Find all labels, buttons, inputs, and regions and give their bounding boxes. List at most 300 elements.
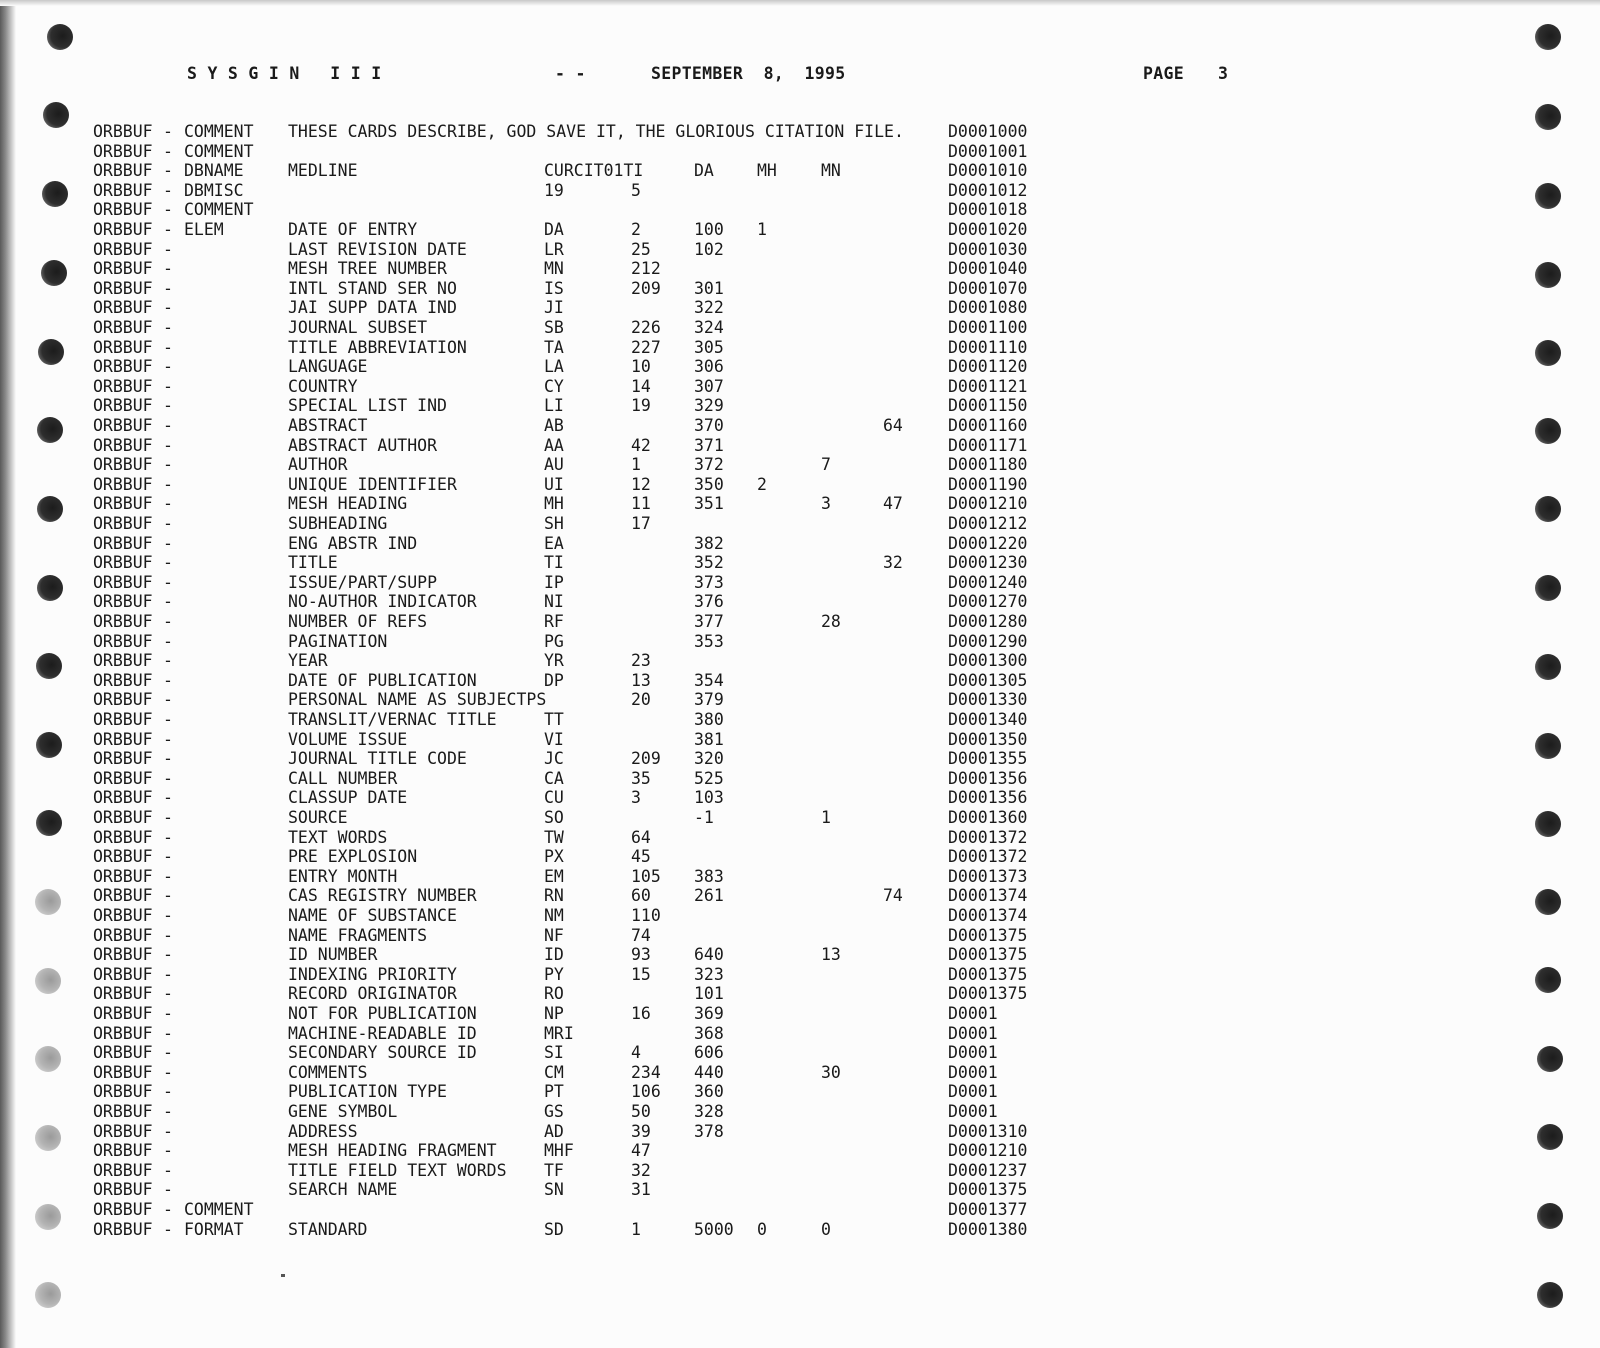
value-col-2: 261 — [694, 886, 724, 906]
field-code: SD — [544, 1219, 564, 1239]
program-name: ORBBUF — [93, 1141, 153, 1161]
sequence-id: D0001372 — [948, 827, 1028, 847]
value-col-1: 60 — [631, 886, 651, 906]
value-col-1: 39 — [631, 1121, 651, 1141]
field-code: ID — [544, 945, 564, 965]
field-description: NAME OF SUBSTANCE — [288, 906, 457, 925]
sequence-id: D0001374 — [948, 886, 1028, 906]
value-col-2: 372 — [694, 455, 724, 475]
field-description: ENTRY MONTH — [288, 866, 398, 886]
field-code: JI — [544, 298, 564, 318]
value-col-2: -1 — [694, 808, 714, 827]
listing-row — [0, 279, 1100, 299]
listing-row — [0, 122, 1100, 142]
value-col-2: 301 — [694, 278, 724, 298]
tractor-hole-icon — [1535, 811, 1561, 837]
value-col-2: 606 — [694, 1043, 724, 1063]
program-name: ORBBUF — [93, 866, 153, 886]
listing-row — [0, 475, 1100, 495]
value-col-2: 5000 — [694, 1219, 734, 1239]
value-col-2: 350 — [694, 474, 724, 494]
field-code: CU — [544, 788, 564, 808]
report-date: SEPTEMBER 8, 1995 — [651, 64, 846, 83]
program-name: ORBBUF — [93, 318, 153, 337]
field-code: RF — [544, 612, 564, 631]
program-name: ORBBUF — [93, 259, 153, 279]
field-code: LI — [544, 396, 564, 416]
tractor-hole-icon — [47, 24, 73, 50]
value-col-1: 20 — [631, 690, 651, 710]
field-description: SECONDARY SOURCE ID — [288, 1043, 477, 1063]
row-dash: - — [163, 357, 173, 377]
field-code: EA — [544, 533, 564, 553]
field-description: AUTHOR — [288, 455, 348, 475]
field-description: PAGINATION — [288, 631, 388, 651]
sequence-id: D0001001 — [948, 141, 1028, 161]
header-separator: - - — [555, 64, 586, 83]
program-name: ORBBUF — [93, 396, 153, 416]
value-col-2: 376 — [694, 592, 724, 612]
program-name: ORBBUF — [93, 533, 153, 553]
field-description: RECORD ORIGINATOR — [288, 984, 457, 1004]
row-dash: - — [163, 318, 173, 337]
field-code: LA — [544, 357, 564, 377]
listing-row — [0, 298, 1100, 318]
tractor-hole-icon — [1535, 24, 1561, 50]
field-description: SEARCH NAME — [288, 1180, 398, 1200]
row-dash: - — [163, 553, 173, 573]
program-name: ORBBUF — [93, 1043, 153, 1063]
field-code: AD — [544, 1121, 564, 1141]
value-col-2: 320 — [694, 749, 724, 769]
field-code: IP — [544, 572, 564, 592]
row-dash: - — [163, 180, 173, 200]
row-dash: - — [163, 474, 173, 494]
field-code: YR — [544, 651, 564, 671]
field-code: SN — [544, 1180, 564, 1200]
program-name: ORBBUF — [93, 298, 153, 318]
field-code: DA — [544, 220, 564, 239]
program-name: ORBBUF — [93, 1102, 153, 1121]
program-name: ORBBUF — [93, 1004, 153, 1023]
value-col-2: DA — [694, 161, 714, 181]
sequence-id: D0001310 — [948, 1121, 1028, 1141]
listing-row — [0, 769, 1100, 789]
row-dash: - — [163, 141, 173, 161]
value-col-1: 2 — [631, 220, 641, 239]
sequence-id: D0001355 — [948, 749, 1028, 769]
listing-row — [0, 828, 1100, 848]
field-description: INDEXING PRIORITY — [288, 964, 457, 984]
row-dash: - — [163, 886, 173, 906]
field-code: JC — [544, 749, 564, 769]
listing-row — [0, 514, 1100, 534]
value-col-2: 323 — [694, 964, 724, 984]
program-name: ORBBUF — [93, 180, 153, 200]
tractor-hole-icon — [1537, 1124, 1563, 1150]
value-col-2: 101 — [694, 984, 724, 1004]
value-col-4: 28 — [821, 612, 841, 631]
value-col-1: 110 — [631, 906, 661, 925]
sequence-id: D0001270 — [948, 592, 1028, 612]
sequence-id: D0001356 — [948, 788, 1028, 808]
value-col-5: 64 — [883, 416, 903, 435]
program-name: ORBBUF — [93, 357, 153, 377]
listing-row — [0, 1180, 1100, 1200]
stray-ink-mark — [281, 1274, 285, 1277]
listing-row — [0, 1004, 1100, 1024]
value-col-2: 369 — [694, 1004, 724, 1023]
value-col-1: 13 — [631, 670, 651, 690]
listing-row — [0, 965, 1100, 985]
value-col-4: 7 — [821, 455, 831, 475]
row-dash: - — [163, 651, 173, 671]
sequence-id: D0001350 — [948, 729, 1028, 749]
tractor-hole-icon — [1535, 183, 1561, 209]
value-col-1: 12 — [631, 474, 651, 494]
program-name: ORBBUF — [93, 1023, 153, 1043]
row-dash: - — [163, 200, 173, 220]
listing-row — [0, 651, 1100, 671]
field-description: NO-AUTHOR INDICATOR — [288, 592, 477, 612]
value-col-1: 31 — [631, 1180, 651, 1200]
field-description: JAI SUPP DATA IND — [288, 298, 457, 318]
sequence-id: D0001010 — [948, 161, 1028, 181]
row-dash: - — [163, 808, 173, 827]
program-name: ORBBUF — [93, 670, 153, 690]
tractor-hole-icon — [35, 1282, 61, 1308]
sequence-id: D0001 — [948, 1023, 998, 1043]
field-description: TITLE FIELD TEXT WORDS — [288, 1160, 507, 1180]
value-col-2: 306 — [694, 357, 724, 377]
row-dash: - — [163, 455, 173, 475]
value-col-2: 382 — [694, 533, 724, 553]
row-dash: - — [163, 749, 173, 769]
program-name: ORBBUF — [93, 1082, 153, 1102]
listing-row — [0, 1063, 1100, 1083]
program-name: ORBBUF — [93, 768, 153, 788]
listing-row — [0, 396, 1100, 416]
value-col-4: 1 — [821, 808, 831, 827]
program-name: ORBBUF — [93, 416, 153, 435]
field-description: ID NUMBER — [288, 945, 378, 965]
row-dash: - — [163, 670, 173, 690]
row-dash: - — [163, 1141, 173, 1161]
card-type: ELEM — [184, 220, 224, 239]
page-label: PAGE — [1143, 64, 1184, 83]
value-col-3: MH — [757, 161, 777, 181]
value-col-2: 324 — [694, 318, 724, 337]
sequence-id: D0001375 — [948, 984, 1028, 1004]
listing-row — [0, 494, 1100, 514]
listing-row — [0, 436, 1100, 456]
value-col-2: 305 — [694, 337, 724, 357]
listing-row — [0, 357, 1100, 377]
listing-row — [0, 377, 1100, 397]
program-name: ORBBUF — [93, 514, 153, 533]
listing-row — [0, 847, 1100, 867]
field-description: MESH HEADING — [288, 494, 408, 514]
sequence-id: D0001 — [948, 1082, 998, 1102]
row-dash: - — [163, 690, 173, 710]
value-col-1: 64 — [631, 827, 651, 847]
field-code: NF — [544, 925, 564, 945]
listing-row — [0, 788, 1100, 808]
field-code: PG — [544, 631, 564, 651]
field-description: TITLE — [288, 553, 338, 573]
field-code: PX — [544, 847, 564, 867]
value-col-1: 209 — [631, 278, 661, 298]
field-code: TT — [544, 710, 564, 729]
sequence-id: D0001 — [948, 1102, 998, 1121]
sequence-id: D0001340 — [948, 710, 1028, 729]
program-name: ORBBUF — [93, 925, 153, 945]
field-code: MH — [544, 494, 564, 514]
value-col-1: 14 — [631, 376, 651, 396]
value-col-2: 353 — [694, 631, 724, 651]
program-name: ORBBUF — [93, 788, 153, 808]
value-col-1: 10 — [631, 357, 651, 377]
sequence-id: D0001290 — [948, 631, 1028, 651]
program-name: ORBBUF — [93, 710, 153, 729]
value-col-2: 102 — [694, 239, 724, 259]
value-col-1: 209 — [631, 749, 661, 769]
row-dash: - — [163, 945, 173, 965]
field-description: LANGUAGE — [288, 357, 368, 377]
field-code: IS — [544, 278, 564, 298]
field-code: PY — [544, 964, 564, 984]
program-name: ORBBUF — [93, 886, 153, 906]
row-dash: - — [163, 1121, 173, 1141]
field-description: CLASSUP DATE — [288, 788, 408, 808]
value-col-2: 100 — [694, 220, 724, 239]
field-code: SI — [544, 1043, 564, 1063]
row-dash: - — [163, 1180, 173, 1200]
value-col-1: 5 — [631, 180, 641, 200]
field-description: THESE CARDS DESCRIBE, GOD SAVE IT, THE GLORIOUS CITATION FILE. — [288, 122, 904, 141]
listing-row — [0, 945, 1100, 965]
field-code: NM — [544, 906, 564, 925]
program-name: ORBBUF — [93, 612, 153, 631]
value-col-5: 74 — [883, 886, 903, 906]
listing-row — [0, 730, 1100, 750]
value-col-2: 373 — [694, 572, 724, 592]
field-description: GENE SYMBOL — [288, 1102, 398, 1121]
value-col-4: 0 — [821, 1219, 831, 1239]
field-code: TW — [544, 827, 564, 847]
sequence-id: D0001230 — [948, 553, 1028, 573]
value-col-1: 106 — [631, 1082, 661, 1102]
listing-row — [0, 455, 1100, 475]
value-col-1: 35 — [631, 768, 651, 788]
listing-row — [0, 1102, 1100, 1122]
field-description: VOLUME ISSUE — [288, 729, 408, 749]
tractor-hole-icon — [1535, 262, 1561, 288]
program-name: ORBBUF — [93, 592, 153, 612]
program-name: ORBBUF — [93, 376, 153, 396]
card-type: DBMISC — [184, 180, 244, 200]
value-col-1: 1 — [631, 455, 641, 475]
field-code: TF — [544, 1160, 564, 1180]
program-name: ORBBUF — [93, 474, 153, 494]
sequence-id: D0001020 — [948, 220, 1028, 239]
sequence-id: D0001305 — [948, 670, 1028, 690]
value-col-2: 328 — [694, 1102, 724, 1121]
row-dash: - — [163, 847, 173, 867]
field-code: AU — [544, 455, 564, 475]
value-col-1: 227 — [631, 337, 661, 357]
field-code: 19 — [544, 180, 564, 200]
value-col-2: 354 — [694, 670, 724, 690]
row-dash: - — [163, 964, 173, 984]
program-name: ORBBUF — [93, 1180, 153, 1200]
listing-row — [0, 710, 1100, 730]
program-name: ORBBUF — [93, 651, 153, 671]
listing-row — [0, 338, 1100, 358]
value-col-2: 103 — [694, 788, 724, 808]
field-code: AA — [544, 435, 564, 455]
field-code: MRI — [544, 1023, 574, 1043]
program-name: ORBBUF — [93, 494, 153, 514]
field-description: TEXT WORDS — [288, 827, 388, 847]
program-name: ORBBUF — [93, 337, 153, 357]
value-col-2: 640 — [694, 945, 724, 965]
field-description: TITLE ABBREVIATION — [288, 337, 467, 357]
field-code: RO — [544, 984, 564, 1004]
value-col-1: 105 — [631, 866, 661, 886]
value-col-1: 15 — [631, 964, 651, 984]
value-col-2: 322 — [694, 298, 724, 318]
field-code: SB — [544, 318, 564, 337]
card-type: DBNAME — [184, 161, 244, 181]
field-description: YEAR — [288, 651, 328, 671]
value-col-3: 1 — [757, 220, 767, 239]
field-description: NOT FOR PUBLICATION — [288, 1004, 477, 1023]
listing-row — [0, 867, 1100, 887]
program-name: ORBBUF — [93, 729, 153, 749]
value-col-2: 368 — [694, 1023, 724, 1043]
value-col-2: 329 — [694, 396, 724, 416]
field-code: MN — [544, 259, 564, 279]
listing-row — [0, 259, 1100, 279]
sequence-id: D0001300 — [948, 651, 1028, 671]
row-dash: - — [163, 1160, 173, 1180]
system-name: S Y S G I N I I I — [187, 64, 382, 83]
tractor-hole-icon — [1535, 104, 1561, 130]
field-code: TA — [544, 337, 564, 357]
field-code: EM — [544, 866, 564, 886]
value-col-2: 383 — [694, 866, 724, 886]
row-dash: - — [163, 1062, 173, 1082]
value-col-2: 440 — [694, 1062, 724, 1082]
field-description: SPECIAL LIST IND — [288, 396, 447, 416]
program-name: ORBBUF — [93, 141, 153, 161]
program-name: ORBBUF — [93, 1062, 153, 1082]
field-description: COMMENTS — [288, 1062, 368, 1082]
row-dash: - — [163, 612, 173, 631]
value-col-2: 370 — [694, 416, 724, 435]
program-name: ORBBUF — [93, 1160, 153, 1180]
value-col-2: 351 — [694, 494, 724, 514]
program-name: ORBBUF — [93, 945, 153, 965]
field-description: MESH HEADING FRAGMENT — [288, 1141, 497, 1161]
field-code: CM — [544, 1062, 564, 1082]
row-dash: - — [163, 416, 173, 435]
row-dash: - — [163, 278, 173, 298]
listing-row — [0, 553, 1100, 573]
program-name: ORBBUF — [93, 220, 153, 239]
value-col-3: 0 — [757, 1219, 767, 1239]
value-col-4: MN — [821, 161, 841, 181]
program-name: ORBBUF — [93, 239, 153, 259]
tractor-hole-icon — [1537, 1282, 1563, 1308]
value-col-2: 352 — [694, 553, 724, 573]
listing-row — [0, 1082, 1100, 1102]
sequence-id: D0001160 — [948, 416, 1028, 435]
tractor-hole-icon — [1535, 889, 1561, 915]
field-description: TRANSLIT/VERNAC TITLE — [288, 710, 497, 729]
program-name: ORBBUF — [93, 690, 153, 710]
sequence-id: D0001375 — [948, 964, 1028, 984]
sequence-id: D0001120 — [948, 357, 1028, 377]
listing-row — [0, 749, 1100, 769]
tractor-hole-icon — [1535, 733, 1561, 759]
tractor-hole-icon — [1535, 654, 1561, 680]
listing-row — [0, 416, 1100, 436]
value-col-1: 4 — [631, 1043, 641, 1063]
listing-row — [0, 142, 1100, 162]
field-code: PT — [544, 1082, 564, 1102]
row-dash: - — [163, 1043, 173, 1063]
sequence-id: D0001372 — [948, 847, 1028, 867]
field-code: CY — [544, 376, 564, 396]
value-col-1: 23 — [631, 651, 651, 671]
row-dash: - — [163, 1200, 173, 1219]
field-description: PUBLICATION TYPE — [288, 1082, 447, 1102]
value-col-1: 16 — [631, 1004, 651, 1023]
sequence-id: D0001080 — [948, 298, 1028, 318]
value-col-2: 360 — [694, 1082, 724, 1102]
sequence-id: D0001180 — [948, 455, 1028, 475]
field-code: GS — [544, 1102, 564, 1121]
field-code: AB — [544, 416, 564, 435]
sequence-id: D0001210 — [948, 494, 1028, 514]
listing-row — [0, 632, 1100, 652]
listing-row — [0, 573, 1100, 593]
program-name: ORBBUF — [93, 1219, 153, 1239]
tractor-hole-icon — [1537, 1046, 1563, 1072]
sequence-id: D0001 — [948, 1062, 998, 1082]
tractor-hole-icon — [1535, 340, 1561, 366]
row-dash: - — [163, 122, 173, 141]
field-description: NAME FRAGMENTS — [288, 925, 428, 945]
row-dash: - — [163, 220, 173, 239]
value-col-1: 17 — [631, 514, 651, 533]
sequence-id: D0001375 — [948, 945, 1028, 965]
sequence-id: D0001040 — [948, 259, 1028, 279]
card-type: COMMENT — [184, 141, 254, 161]
row-dash: - — [163, 1102, 173, 1121]
field-code: SO — [544, 808, 564, 827]
sequence-id: D0001237 — [948, 1160, 1028, 1180]
listing-row — [0, 161, 1100, 181]
value-col-1: 234 — [631, 1062, 661, 1082]
card-type: COMMENT — [184, 200, 254, 220]
row-dash: - — [163, 161, 173, 181]
field-description: JOURNAL TITLE CODE — [288, 749, 467, 769]
sequence-id: D0001330 — [948, 690, 1028, 710]
value-col-1: 50 — [631, 1102, 651, 1121]
